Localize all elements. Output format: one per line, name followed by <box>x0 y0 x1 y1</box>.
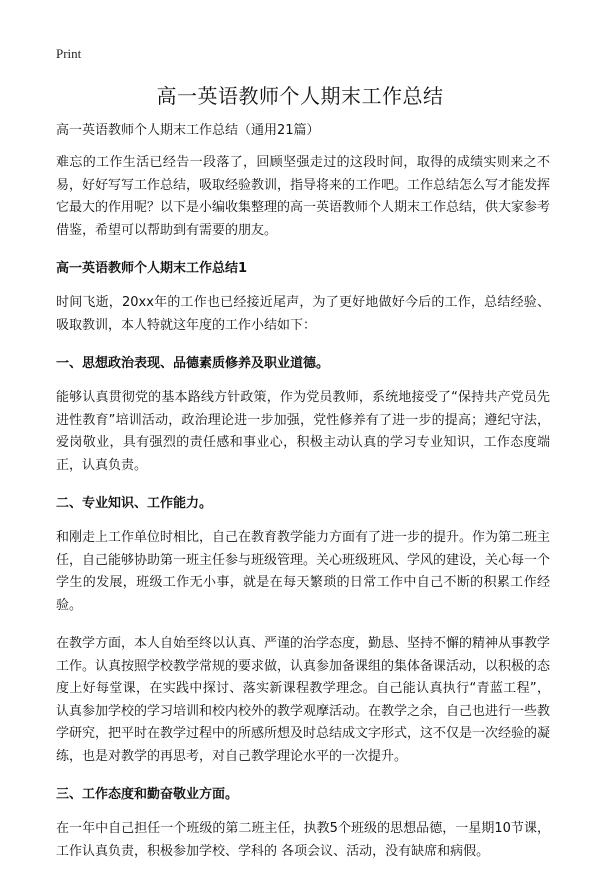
page-title: 高一英语教师个人期末工作总结 <box>156 84 444 108</box>
paragraph-politics: 能够认真贯彻党的基本路线方针政策，作为党员教师，系统地接受了“保持共产党员先进性教育”培训活动，政治理论进一步加强，党性修养有了进一步的提高；遵纪守法，爱岗敬业，具有强烈的责任感和事业心，积极主动认真的学习专业知识，工作态度端正，认真负责。 <box>56 390 550 473</box>
heading-professional-ability: 二、专业知识、工作能力。 <box>56 496 213 511</box>
heading-politics: 一、思想政治表现、品德素质修养及职业道德。 <box>56 356 330 371</box>
heading-work-attitude: 三、工作态度和勤奋敬业方面。 <box>56 787 239 802</box>
paragraph-class-management: 和刚走上工作单位时相比，自己在教育教学能力方面有了进一步的提升。作为第二班主任，自己能够协助第一班主任参与班级管理。关心班级班风、学风的建设，关心每一个学生的发展，班级工作无小事，就是在每天繁琐的日常工作中自己不断的积累工作经验。 <box>56 530 551 613</box>
document-body <box>56 120 550 879</box>
print-link[interactable]: Print <box>56 46 82 61</box>
section-intro-paragraph: 时间飞逝，20xx年的工作也已经接近尾声，为了更好地做好今后的工作，总结经验、吸取教训，本人特就这年度的工作小结如下： <box>56 295 550 333</box>
paragraph-work-attitude: 在一年中自己担任一个班级的第二班主任，执教5个班级的思想品德，一星期10节课，工作认真负责，积极参加学校、学科的 各项会议、活动，没有缺席和病假。 <box>56 821 550 859</box>
section-title: 高一英语教师个人期末工作总结1 <box>56 261 248 276</box>
document-subtitle: 高一英语教师个人期末工作总结（通用21篇） <box>56 123 320 138</box>
paragraph-teaching: 在教学方面，本人自始至终以认真、严谨的治学态度，勤恳、坚持不懈的精神从事教学工作。认真按照学校教学常规的要求做，认真参加备课组的集体备课活动，以积极的态度上好每堂课，在实践中探讨、落实新课程教学理念。自己能认真执行“青蓝工程”，认真参加学校的学习培训和校内校外的教学观摩活动。在教学之余，自己也进行一些教学研究，把平时在教学过程中的所感所想及时总结成文字形式，这不仅是一次经验的凝练，也是对教学的再思考，对自己教学理论水平的一次提升。 <box>56 636 551 764</box>
intro-paragraph: 难忘的工作生活已经告一段落了，回顾坚强走过的这段时间，取得的成绩实则来之不易，好好写写工作总结，吸取经验教训，指导将来的工作吧。工作总结怎么写才能发挥它最大的作用呢？以下是小编收集整理的高一英语教师个人期末工作总结，供大家参考借鉴，希望可以帮助到有需要的朋友。 <box>56 155 551 238</box>
